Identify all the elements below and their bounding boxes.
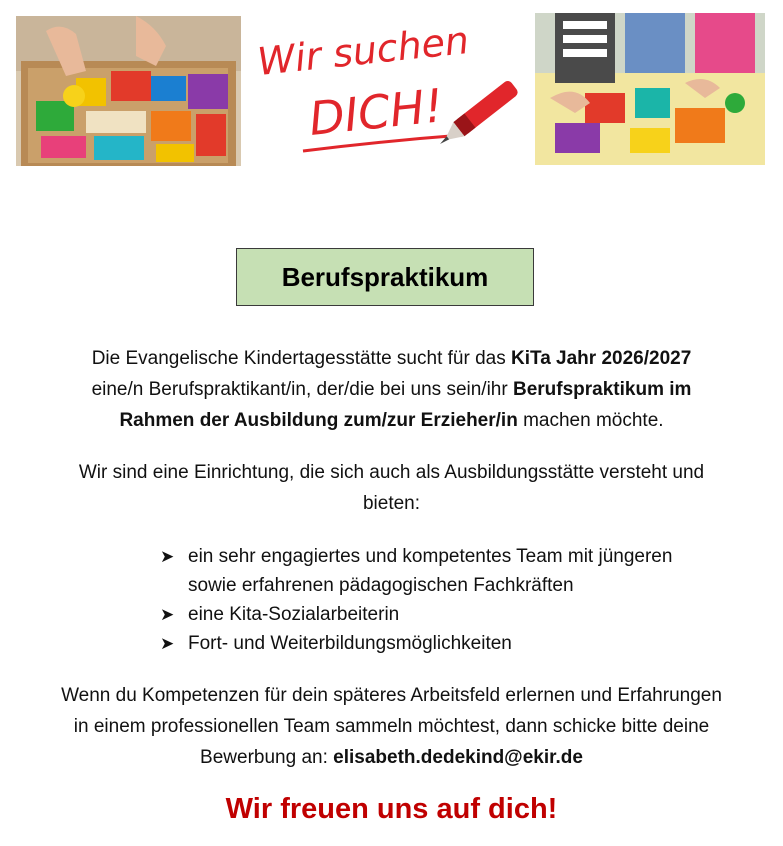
- closing-message: Wir freuen uns auf dich!: [225, 793, 558, 825]
- intro-line-2: eine/n Berufspraktikant/in, der/die bei uns sein/ihr Berufspraktikum im: [91, 379, 692, 400]
- building-blocks-photo: [16, 16, 241, 166]
- children-crafting-photo: [535, 13, 765, 165]
- slogan-graphic: [253, 13, 523, 163]
- application-line-1: Wenn du Kompetenzen für dein späteres Arbeitsfeld erlernen und Erfahrungen: [61, 685, 722, 706]
- benefits-list: [160, 542, 760, 658]
- email-link[interactable]: elisabeth.dedekind@ekir.de: [333, 747, 583, 768]
- application-line-2: in einem professionellen Team sammeln möchtest, dann schicke bitte deine: [73, 716, 710, 737]
- arrow-bullet-icon: ➤: [160, 634, 175, 653]
- intro-line-3: Rahmen der Ausbildung zum/zur Erzieher/in machen möchte.: [119, 410, 664, 431]
- slogan-line1: Wir suchen: [255, 18, 471, 84]
- list-item: ➤ Fort- und Weiterbildungsmöglichkeiten: [160, 629, 760, 658]
- red-pen-icon: [434, 79, 519, 151]
- arrow-bullet-icon: ➤: [160, 605, 175, 624]
- page-title: Berufspraktikum: [281, 261, 489, 292]
- application-paragraph: [0, 680, 783, 773]
- slogan-line2: DICH!: [306, 78, 446, 146]
- arrow-bullet-icon: ➤: [160, 547, 175, 566]
- offer-paragraph: [0, 457, 783, 519]
- list-item: ➤ ein sehr engagiertes und kompetentes Team mit jüngeren sowie erfahrenen pädagogischen Fachkräften: [160, 542, 760, 600]
- intro-line-1: Die Evangelische Kindertagesstätte sucht für das KiTa Jahr 2026/2027: [91, 348, 692, 369]
- offer-line-1: Wir sind eine Einrichtung, die sich auch als Ausbildungsstätte versteht und: [78, 462, 705, 483]
- list-item: ➤ eine Kita-Sozialarbeiterin: [160, 600, 760, 629]
- title-box: [236, 248, 534, 306]
- offer-line-2: bieten:: [362, 493, 421, 514]
- intro-paragraph: [0, 343, 783, 436]
- application-line-3: Bewerbung an: elisabeth.dedekind@ekir.de: [200, 747, 583, 768]
